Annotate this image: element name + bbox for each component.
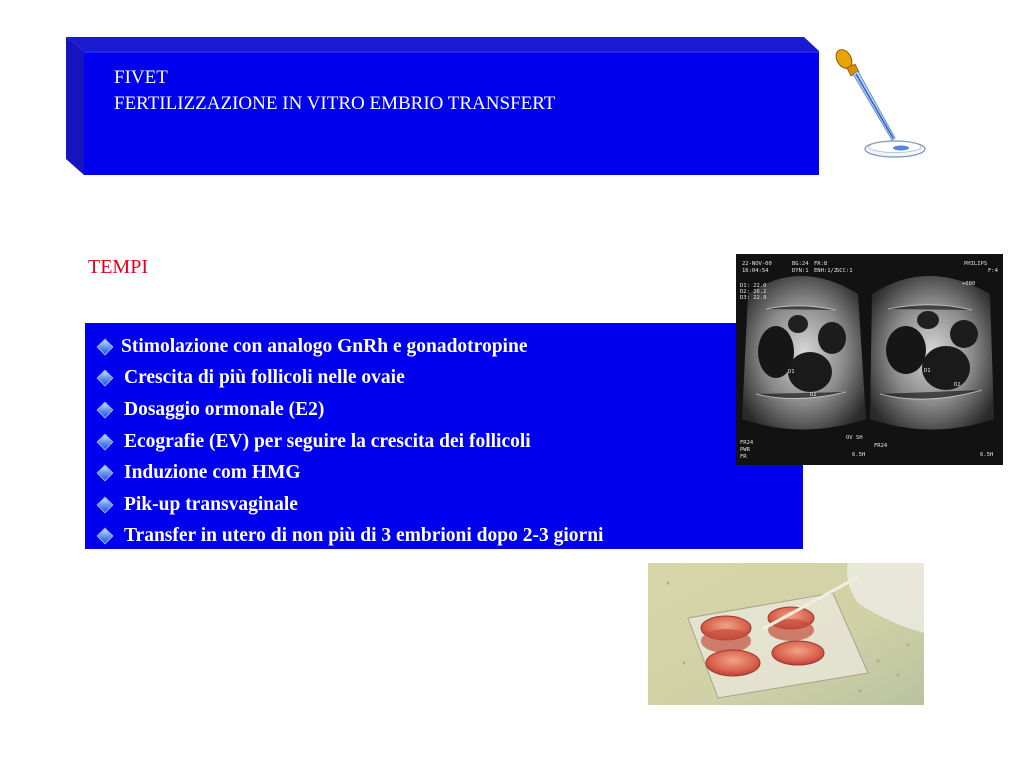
diamond-bullet-icon	[97, 401, 114, 418]
title-line-1: FIVET	[114, 67, 168, 88]
title-line-2: FERTILIZZAZIONE IN VITRO EMBRIO TRANSFERT	[114, 93, 556, 114]
title-banner	[66, 37, 819, 175]
diamond-bullet-icon	[97, 370, 114, 387]
list-item: Crescita di più follicoli nelle ovaie	[85, 363, 603, 395]
section-label-tempi: TEMPI	[88, 256, 148, 278]
list-item: Pik-up transvaginale	[85, 489, 603, 521]
ultrasound-overlay-text: 16:04:54	[742, 268, 769, 274]
bullet-list	[85, 331, 603, 552]
diamond-bullet-icon	[97, 528, 114, 545]
ultrasound-overlay-text: D3: 22.9	[740, 295, 767, 301]
ultrasound-overlay-text: PHILIPS	[964, 261, 988, 267]
ultrasound-overlay-text: D2: 26.2	[740, 289, 767, 295]
ultrasound-overlay-text: +080	[962, 281, 976, 287]
page-title	[114, 65, 555, 117]
ultrasound-overlay-text: FR:8	[814, 261, 828, 267]
list-item: Transfer in utero di non più di 3 embrioni dopo 2-3 giorni	[85, 521, 603, 553]
pipette-dish-icon	[833, 46, 929, 162]
diamond-bullet-icon	[97, 433, 114, 450]
diamond-bullet-icon	[97, 496, 114, 513]
ultrasound-image	[736, 254, 1003, 465]
diamond-bullet-icon	[97, 465, 114, 482]
ultrasound-overlay-text: ENH:1/2	[814, 268, 838, 274]
list-item: Ecografie (EV) per seguire la crescita dei follicoli	[85, 426, 603, 458]
ultrasound-overlay-text: PWR	[740, 447, 750, 453]
ultrasound-overlay-text: F:4	[988, 268, 998, 274]
ultrasound-overlay-text: D2	[954, 382, 961, 388]
list-item: Dosaggio ormonale (E2)	[85, 394, 603, 426]
diamond-bullet-icon	[97, 338, 114, 355]
ultrasound-overlay-text: SCC:1	[836, 268, 853, 274]
ultrasound-overlay-text: D1	[788, 369, 795, 375]
petri-dish-photo	[648, 563, 924, 705]
ultrasound-overlay-text: FR	[740, 454, 747, 460]
list-item: Induzione com HMG	[85, 457, 603, 489]
list-item: Stimolazione con analogo GnRh e gonadotropine	[85, 331, 603, 363]
ultrasound-overlay-text: 6.5H	[852, 452, 866, 458]
ultrasound-overlay-text: FR24	[740, 440, 754, 446]
ultrasound-overlay-text: BG:24	[792, 261, 809, 267]
ultrasound-overlay-text: 6.5H	[980, 452, 994, 458]
ultrasound-overlay-text: DYN:1	[792, 268, 809, 274]
ultrasound-overlay-text: OV SH	[846, 435, 863, 441]
ultrasound-overlay-text: FR24	[874, 443, 888, 449]
ultrasound-overlay-text: D1: 22.0	[740, 283, 767, 289]
ultrasound-overlay-text: D2	[810, 392, 817, 398]
bullet-list-box	[85, 323, 803, 549]
ultrasound-overlay-text: 22-NOV-00	[742, 261, 772, 267]
ultrasound-overlay-text: D1	[924, 368, 931, 374]
